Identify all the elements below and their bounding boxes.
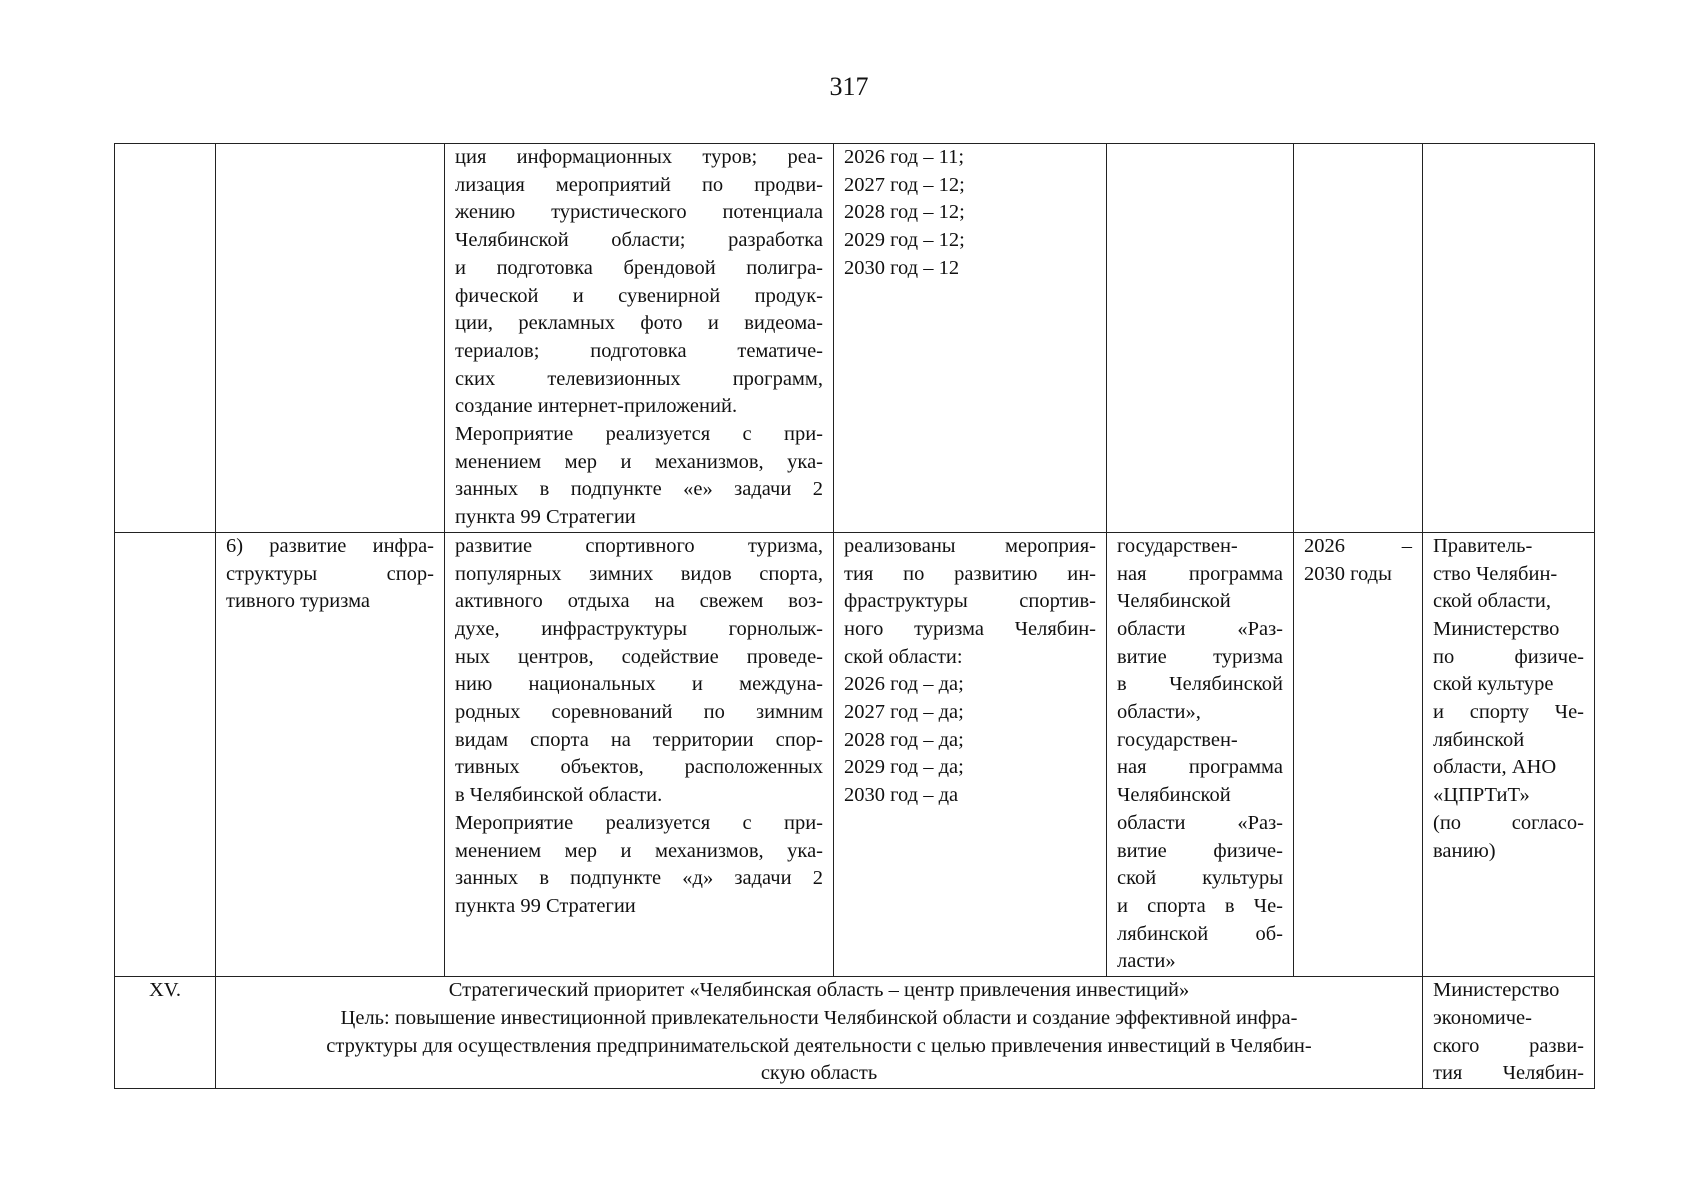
- text-line: Мероприятие реализуется с при-: [455, 423, 823, 446]
- period-cell: [1294, 532, 1423, 976]
- priority-description: [216, 977, 1423, 1089]
- priority-title: Стратегический приоритет «Челябинская область – центр привлечения инвестиций»: [448, 979, 1190, 1002]
- result-cell: [834, 144, 1107, 533]
- text-line: духе, инфраструктуры горнолыж-: [455, 617, 823, 640]
- page-number: 317: [829, 72, 869, 101]
- text-line: лябинской об-: [1117, 922, 1283, 945]
- text-line: 2028 год – 12;: [844, 201, 965, 224]
- text-line: 2026 год – да;: [844, 673, 964, 696]
- text-line: ных центров, содействие проведе-: [455, 645, 823, 668]
- priority-row: [115, 977, 1595, 1089]
- text-line: ванию): [1433, 839, 1496, 862]
- text-line: ная программа: [1117, 562, 1283, 585]
- priority-goal-line: скую область: [760, 1062, 878, 1085]
- text-line: витие физиче-: [1117, 839, 1283, 862]
- text-line: 2030 год – 12: [844, 256, 960, 279]
- text-line: создание интернет-приложений.: [455, 395, 738, 418]
- text-line: родных соревнований по зимним: [455, 701, 823, 724]
- text-line: области «Раз-: [1117, 617, 1283, 640]
- text-line: Челябинской области; разработка: [455, 229, 823, 252]
- text-line: тия по развитию ин-: [844, 562, 1096, 585]
- text-line: Мероприятие реализуется с при-: [455, 811, 823, 834]
- text-line: лизация мероприятий по продви-: [455, 173, 823, 196]
- text-line: государствен-: [1117, 534, 1238, 557]
- text-line: области, АНО: [1433, 756, 1557, 779]
- text-line: популярных зимних видов спорта,: [455, 562, 823, 585]
- text-line: 2030 годы: [1304, 562, 1392, 585]
- table-row: [115, 144, 1595, 533]
- text-line: ской культуре: [1433, 673, 1554, 696]
- table-row: [115, 532, 1595, 976]
- text-line: ской области,: [1433, 590, 1552, 613]
- activity-cell: [445, 144, 834, 533]
- row-number-cell: [115, 532, 216, 976]
- text-line: ского разви-: [1433, 1034, 1584, 1057]
- text-line: в Челябинской: [1117, 673, 1283, 696]
- text-line: лябинской: [1433, 728, 1525, 751]
- text-line: Челябинской: [1117, 784, 1231, 807]
- text-line: 2026 год – 11;: [844, 146, 965, 168]
- text-line: Министерство: [1433, 617, 1560, 640]
- text-line: 2029 год – 12;: [844, 229, 965, 252]
- text-line: и спорту Че-: [1433, 701, 1584, 724]
- text-line: ласти»: [1117, 950, 1176, 973]
- text-line: 2029 год – да;: [844, 756, 964, 779]
- text-line: и подготовка брендовой полигра-: [455, 256, 823, 279]
- program-cell: [1107, 144, 1294, 533]
- text-line: в Челябинской области.: [455, 784, 663, 807]
- text-line: ная программа: [1117, 756, 1283, 779]
- text-line: 2027 год – 12;: [844, 173, 965, 196]
- activity-cell: [445, 532, 834, 976]
- responsible-cell: [1423, 144, 1595, 533]
- text-line: фической и сувенирной продук-: [455, 284, 823, 307]
- text-line: по физиче-: [1433, 645, 1584, 668]
- result-cell: [834, 532, 1107, 976]
- text-line: ской области:: [844, 645, 963, 668]
- text-line: ции, рекламных фото и видеома-: [455, 312, 823, 335]
- text-line: 6) развитие инфра-: [226, 534, 434, 557]
- text-line: териалов; подготовка тематиче-: [455, 339, 823, 362]
- text-line: пункта 99 Стратегии: [455, 894, 636, 917]
- text-line: ство Челябин-: [1433, 562, 1558, 585]
- text-line: фраструктуры спортив-: [844, 590, 1096, 613]
- text-line: ция информационных туров; реа-: [455, 146, 823, 168]
- task-cell: [216, 532, 445, 976]
- program-cell: [1107, 532, 1294, 976]
- text-line: ного туризма Челябин-: [844, 617, 1096, 640]
- text-line: занных в подпункте «д» задачи 2: [455, 867, 823, 890]
- text-line: менением мер и механизмов, ука-: [455, 450, 823, 473]
- text-line: жению туристического потенциала: [455, 201, 823, 224]
- text-line: ских телевизионных программ,: [455, 367, 823, 390]
- period-cell: [1294, 144, 1423, 533]
- text-line: тия Челябин-: [1433, 1062, 1584, 1085]
- text-line: реализованы мероприя-: [844, 534, 1096, 557]
- text-line: видам спорта на территории спор-: [455, 728, 823, 751]
- text-line: активного отдыха на свежем воз-: [455, 590, 823, 613]
- text-line: ской культуры: [1117, 867, 1283, 890]
- text-line: области «Раз-: [1117, 811, 1283, 834]
- text-line: Министерство: [1433, 979, 1560, 1002]
- text-line: тивного туризма: [226, 590, 371, 613]
- row-number-cell: [115, 144, 216, 533]
- responsible-cell: [1423, 532, 1595, 976]
- task-cell: [216, 144, 445, 533]
- text-line: и спорта в Че-: [1117, 894, 1283, 917]
- text-line: развитие спортивного туризма,: [455, 534, 823, 557]
- text-line: 2028 год – да;: [844, 728, 964, 751]
- text-line: экономиче-: [1433, 1006, 1532, 1029]
- text-line: государствен-: [1117, 728, 1238, 751]
- text-line: нию национальных и междуна-: [455, 673, 823, 696]
- text-line: менением мер и механизмов, ука-: [455, 839, 823, 862]
- text-line: структуры спор-: [226, 562, 434, 585]
- text-line: 2030 год – да: [844, 784, 959, 807]
- priority-goal-line: Цель: повышение инвестиционной привлекательности Челябинской области и создание эффективной инфра-: [340, 1006, 1298, 1029]
- text-line: «ЦПРТиТ»: [1433, 784, 1530, 807]
- text-line: пункта 99 Стратегии: [455, 506, 636, 529]
- text-line: области»,: [1117, 701, 1201, 724]
- text-line: (по согласо-: [1433, 811, 1584, 834]
- responsible-cell: [1423, 977, 1595, 1089]
- text-line: тивных объектов, расположенных: [455, 756, 823, 779]
- strategy-table: [114, 143, 1595, 1089]
- section-number: XV.: [115, 977, 216, 1089]
- text-line: Правитель-: [1433, 534, 1533, 557]
- text-line: занных в подпункте «е» задачи 2: [455, 478, 823, 501]
- text-line: 2027 год – да;: [844, 701, 964, 724]
- text-line: Челябинской: [1117, 590, 1231, 613]
- text-line: витие туризма: [1117, 645, 1283, 668]
- priority-goal-line: структуры для осуществления предпринимательской деятельности с целью привлечения инвестиций в Челябин-: [326, 1034, 1312, 1057]
- text-line: 2026 –: [1304, 534, 1412, 557]
